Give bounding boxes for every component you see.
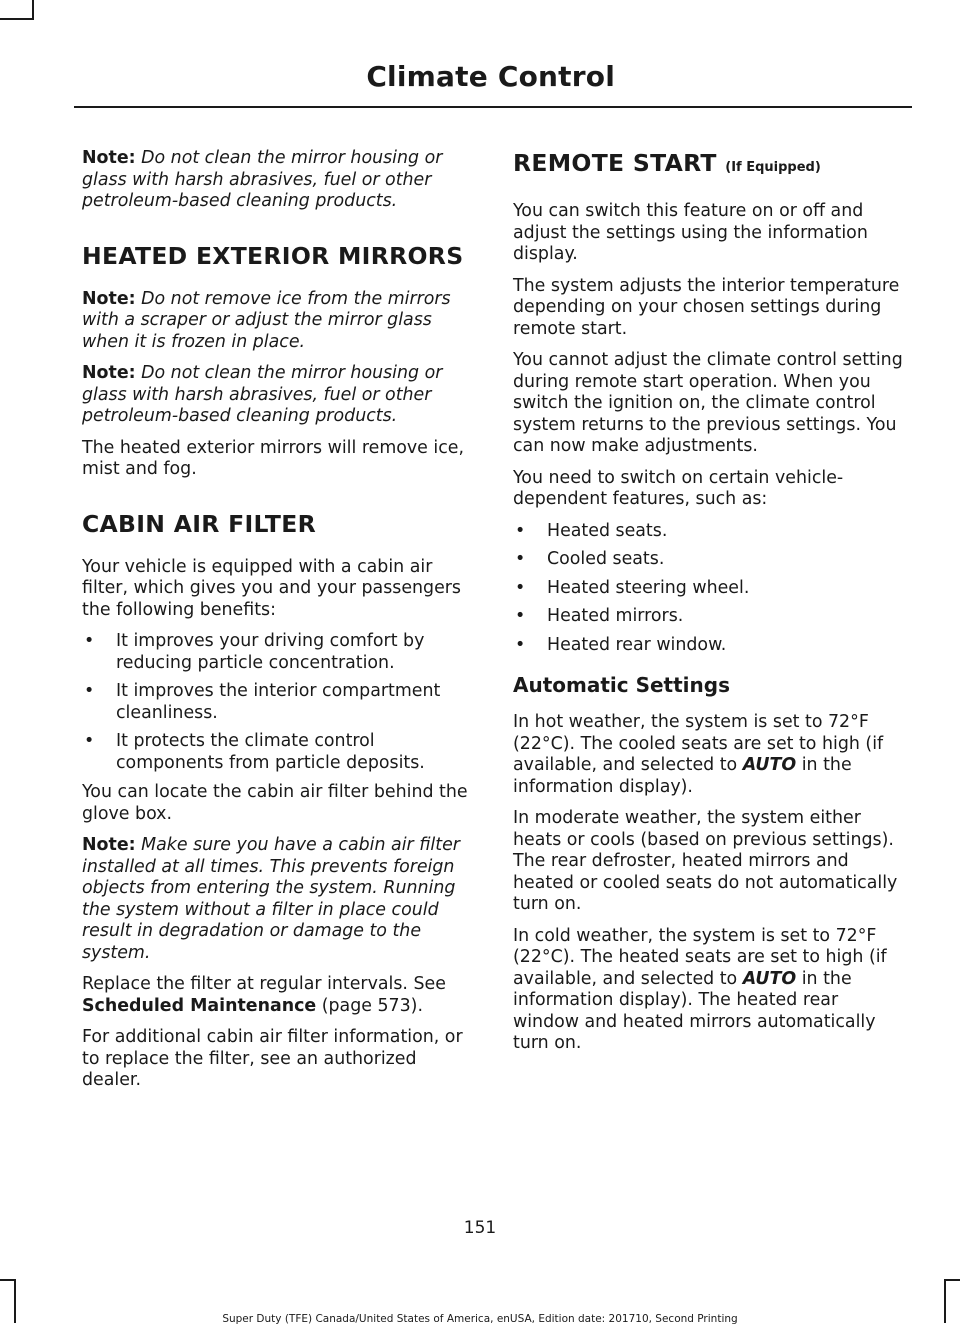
body-paragraph: You need to switch on certain vehicle-dependent features, such as: (513, 467, 844, 509)
header-divider (74, 106, 912, 108)
cold-weather-text: In cold weather, the system is set to 72°F (22°C). The heated seats are set to high (if available, and selected to (513, 925, 887, 989)
body-paragraph (82, 974, 477, 1017)
bullet-icon: • (515, 520, 526, 541)
body-paragraph: The heated exterior mirrors will remove ice, mist and fog. (82, 437, 465, 479)
section-heading-remote-start (513, 148, 908, 183)
page-title: Climate Control (366, 60, 615, 93)
note-text: Do not remove ice from the mirrors with a scraper or adjust the mirror glass when it is frozen in place. (82, 288, 451, 352)
replace-text: Replace the filter at regular intervals. See (82, 974, 446, 994)
list-item (82, 681, 477, 724)
list-item-text: Heated rear window. (547, 634, 727, 655)
note-label: Note: (82, 835, 136, 855)
list-item (82, 731, 477, 774)
list-item (513, 606, 908, 628)
body-paragraph: You cannot adjust the climate control setting during remote start operation. When you switch the ignition on, the climate control system returns to the previous settings. You can now make adjustments. (513, 350, 903, 456)
body-paragraph: You can switch this feature on or off and adjust the settings using the information display. (513, 201, 868, 264)
list-item (513, 521, 908, 543)
body-paragraph: For additional cabin air filter information, or to replace the filter, see an authorized dealer. (82, 1027, 463, 1090)
hot-weather-text-end: in the information display). (513, 755, 852, 797)
page-number: 151 (463, 1218, 497, 1238)
crop-mark (0, 18, 34, 20)
auto-label: AUTO (742, 755, 797, 775)
list-item-text: It improves your driving comfort by reducing particle concentration. (116, 631, 425, 673)
section-heading-heated-mirrors: HEATED EXTERIOR MIRRORS (82, 241, 464, 270)
auto-label: AUTO (742, 968, 797, 989)
list-item-text: Heated steering wheel. (547, 577, 750, 598)
bullet-icon: • (515, 634, 526, 655)
bullet-icon: • (515, 577, 526, 598)
bullet-icon: • (515, 606, 526, 626)
list-item (513, 578, 908, 600)
heading-text: REMOTE START (513, 149, 717, 177)
note-paragraph (82, 148, 477, 213)
body-paragraph: In moderate weather, the system either heats or cools (based on previous settings). The rear defroster, heated mirrors and heated or cooled seats do not automatically turn on. (513, 808, 898, 914)
section-heading-cabin-filter: CABIN AIR FILTER (82, 509, 317, 538)
list-item-text: It improves the interior compartment cleanliness. (116, 681, 441, 723)
list-item-text: Heated seats. (547, 520, 668, 541)
note-text: Do not clean the mirror housing or glass with harsh abrasives, fuel or other petroleum-based cleaning products. (82, 363, 443, 426)
body-paragraph: The system adjusts the interior temperature depending on your chosen settings during remote start. (513, 275, 900, 339)
cold-weather-text-end: in the information display). The heated rear window and heated mirrors automatically turn on. (513, 968, 876, 1053)
list-item (513, 635, 908, 657)
left-column (82, 148, 477, 1102)
subheading-automatic-settings: Automatic Settings (513, 673, 730, 697)
list-item (513, 549, 908, 571)
crop-mark (32, 0, 34, 20)
list-item-text: Heated mirrors. (547, 606, 684, 626)
list-item-text: It protects the climate control components from particle deposits. (116, 731, 425, 773)
features-list (513, 521, 908, 657)
list-item-text: Cooled seats. (547, 549, 665, 569)
page-reference: (page 573). (316, 995, 423, 1016)
bullet-icon: • (515, 549, 526, 569)
benefits-list (82, 631, 477, 774)
list-item (82, 631, 477, 674)
hot-weather-text: In hot weather, the system is set to 72°F (22°C). The cooled seats are set to high (if available, and selected to (513, 712, 884, 775)
equipped-tag: (If Equipped) (725, 160, 821, 175)
body-paragraph: Your vehicle is equipped with a cabin air filter, which gives you and your passengers the following benefits: (82, 556, 461, 620)
crop-mark (944, 1279, 960, 1281)
note-text: Do not clean the mirror housing or glass with harsh abrasives, fuel or other petroleum-based cleaning products. (82, 148, 443, 211)
note-label: Note: (82, 363, 136, 383)
note-label: Note: (82, 148, 136, 168)
bullet-icon: • (84, 731, 95, 751)
note-paragraph (82, 289, 477, 354)
note-paragraph (82, 363, 477, 428)
right-column (513, 148, 908, 1065)
bullet-icon: • (84, 681, 95, 701)
body-paragraph (513, 712, 908, 798)
page-footer: Super Duty (TFE) Canada/United States of America, enUSA, Edition date: 201710, Second Printing (222, 1313, 738, 1325)
note-label: Note: (82, 288, 136, 309)
scheduled-maintenance-link[interactable]: Scheduled Maintenance (82, 995, 317, 1016)
note-paragraph (82, 835, 477, 964)
note-text: Make sure you have a cabin air filter installed at all times. This prevents foreign objects from entering the system. Running the system without a filter in place could result in degradation or damage to the system. (82, 835, 460, 963)
bullet-icon: • (84, 631, 95, 651)
body-paragraph: You can locate the cabin air filter behind the glove box. (82, 782, 468, 824)
body-paragraph (513, 926, 908, 1055)
